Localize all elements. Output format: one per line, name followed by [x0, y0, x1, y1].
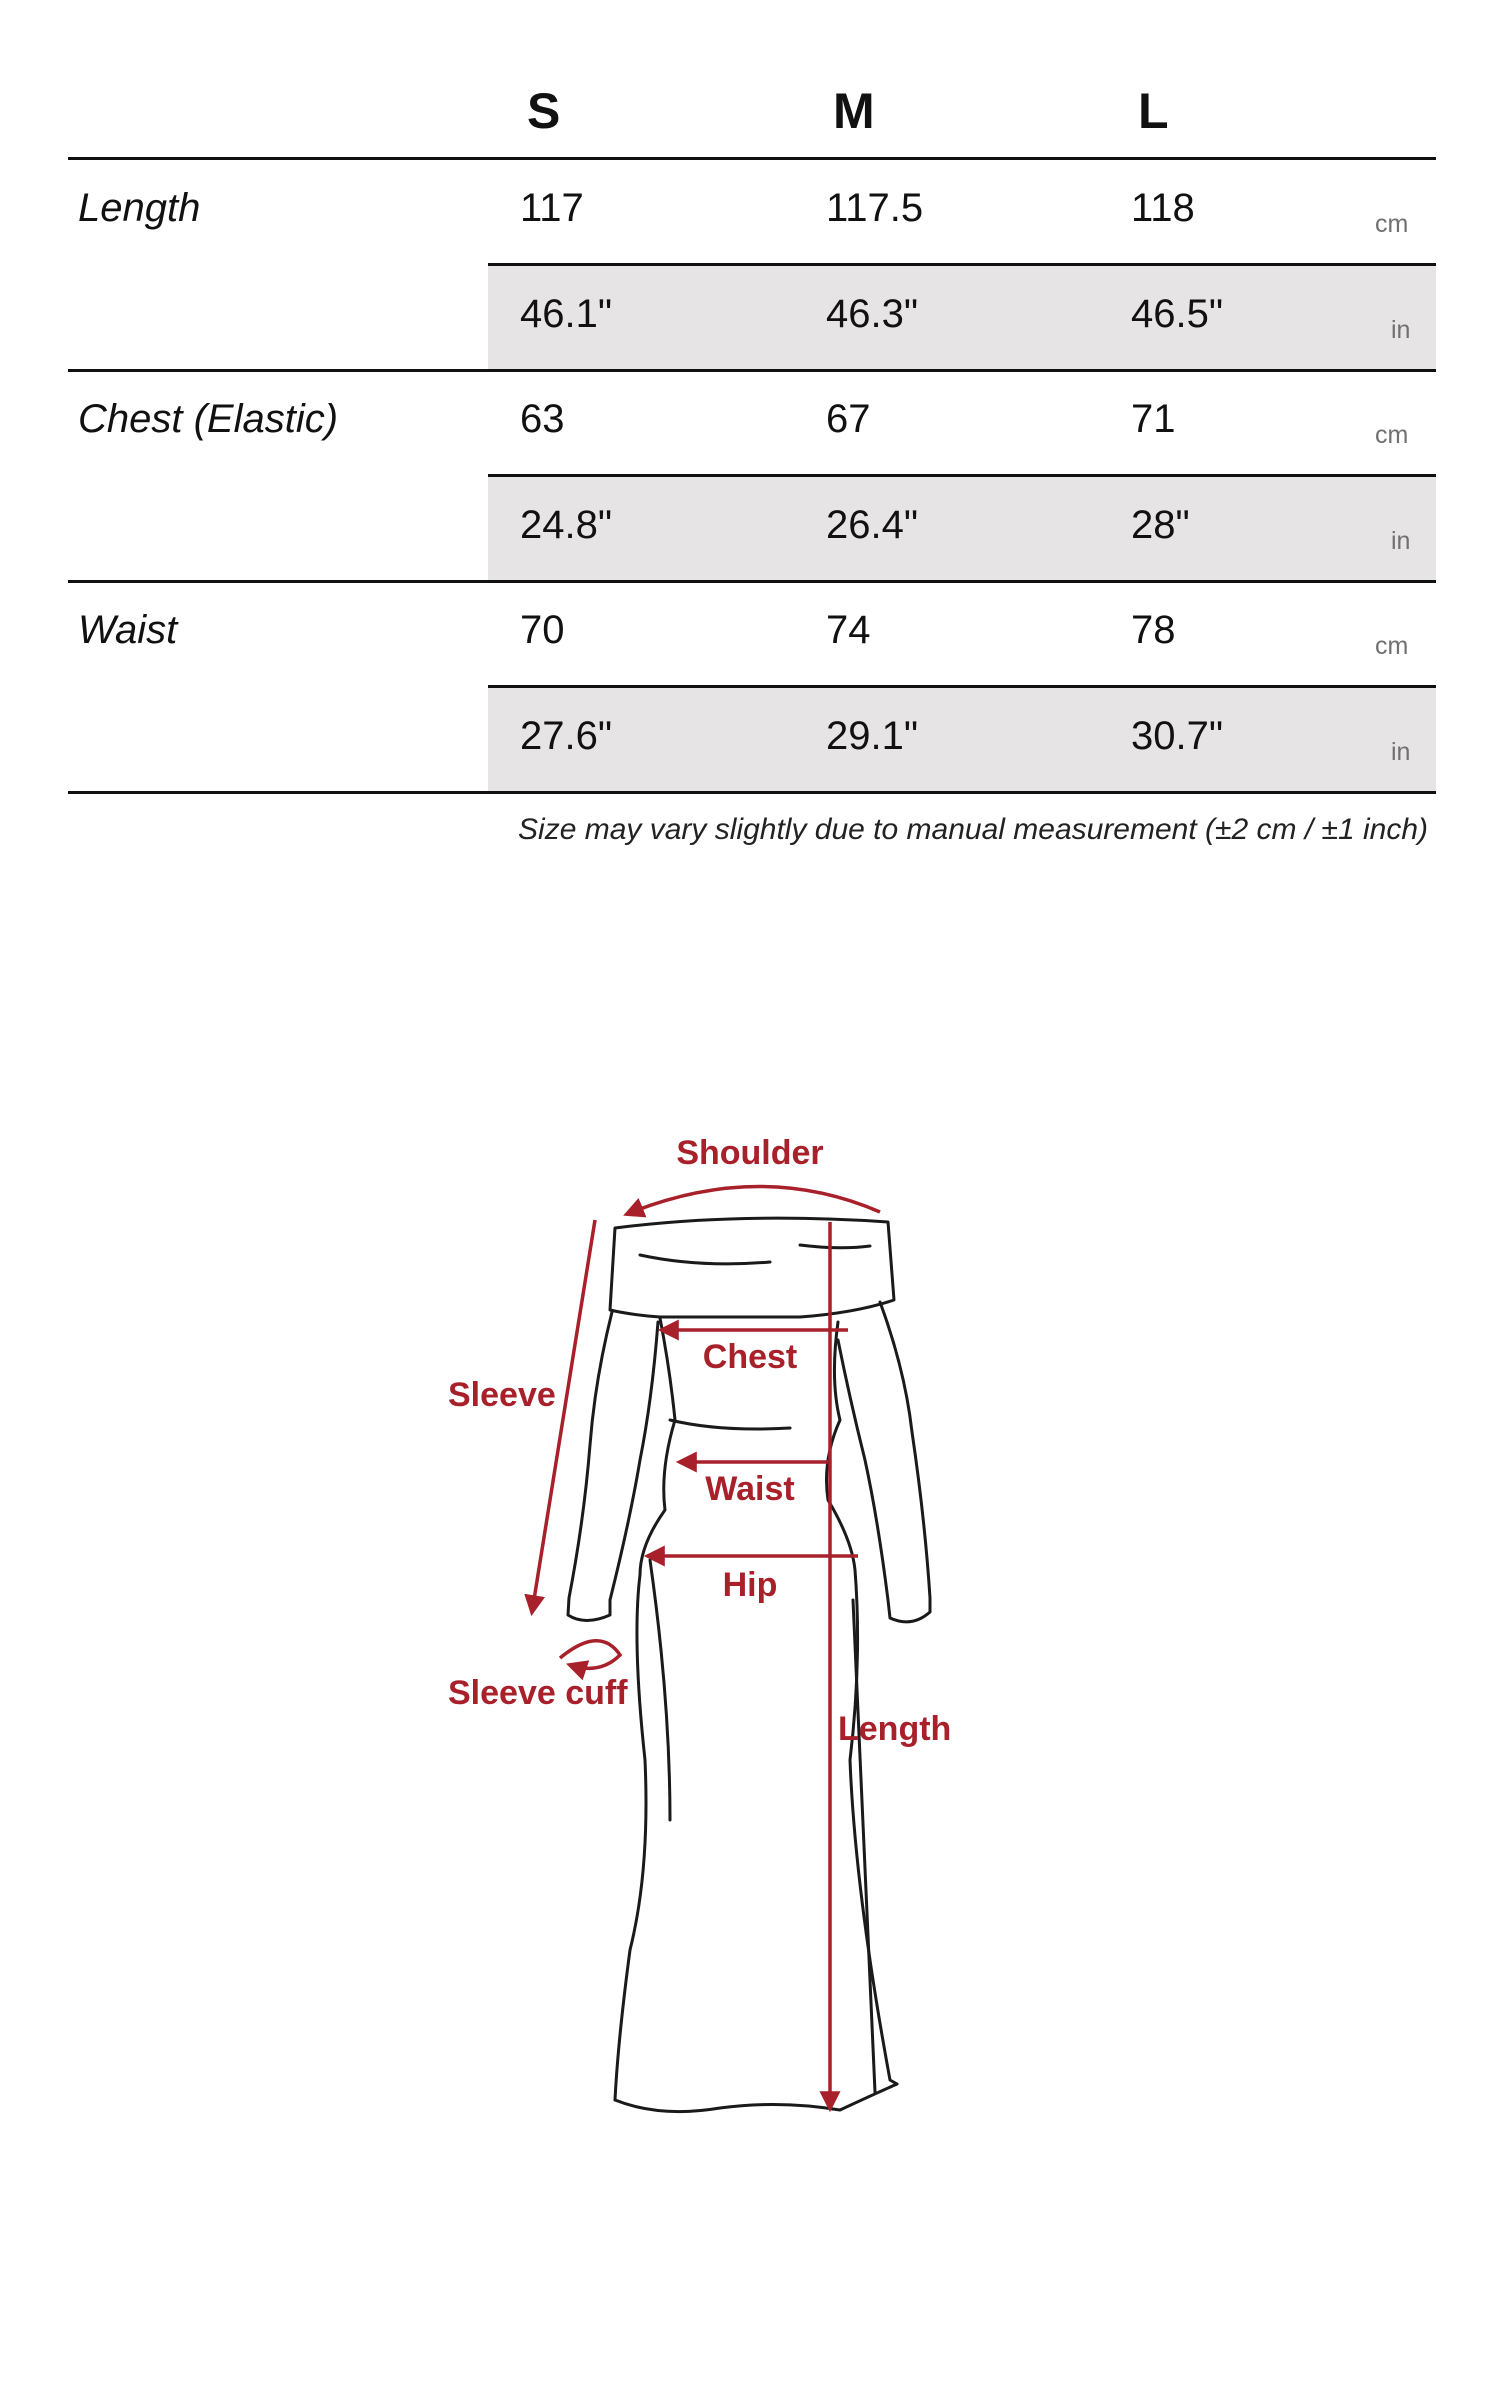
collar-fold-line [640, 1255, 770, 1264]
cell-length-m-cm: 117.5 [826, 186, 924, 230]
shoulder-arrow [627, 1186, 880, 1214]
cell-chest-s-cm: 63 [520, 397, 565, 441]
table-bottom-rule [68, 791, 1436, 794]
dress-body-right [827, 1322, 898, 2084]
cell-waist-m-in: 29.1" [826, 714, 919, 758]
cell-chest-m-cm: 67 [826, 397, 871, 441]
cell-chest-m-in: 26.4" [826, 503, 919, 547]
unit-cm: cm [1375, 421, 1409, 449]
cell-length-l-in: 46.5" [1131, 292, 1224, 336]
cell-length-l-cm: 118 [1131, 186, 1195, 230]
sleeve-arrow [532, 1220, 595, 1612]
row-label-chest: Chest (Elastic) [78, 397, 339, 441]
row-rule [68, 580, 1436, 583]
cell-length-s-cm: 117 [520, 186, 584, 230]
collar-band [610, 1218, 894, 1317]
inch-row-band [488, 477, 1436, 581]
measurement-note: Size may vary slightly due to manual measurement (±2 cm / ±1 inch) [518, 813, 1428, 846]
row-label-length: Length [78, 186, 201, 230]
inch-row-band [488, 266, 1436, 370]
cell-waist-l-in: 30.7" [1131, 714, 1224, 758]
sleeve-cuff-label: Sleeve cuff [448, 1674, 628, 1712]
cell-length-m-in: 46.3" [826, 292, 919, 336]
waist-label: Waist [705, 1470, 795, 1508]
measurement-arrows [532, 1186, 880, 2108]
row-rule [68, 369, 1436, 372]
size-header-m: M [833, 83, 875, 139]
size-chart-table [0, 0, 1500, 900]
fabric-fold [670, 1420, 790, 1429]
cell-length-s-in: 46.1" [520, 292, 613, 336]
cell-waist-m-cm: 74 [826, 608, 871, 652]
unit-in: in [1391, 527, 1411, 555]
row-label-waist: Waist [78, 608, 178, 652]
cell-waist-s-in: 27.6" [520, 714, 613, 758]
cell-chest-s-in: 24.8" [520, 503, 613, 547]
dress-hem [615, 2084, 897, 2112]
length-label: Length [838, 1710, 952, 1748]
cell-waist-l-cm: 78 [1131, 608, 1176, 652]
cell-chest-l-cm: 71 [1131, 397, 1176, 441]
sleeve-cuff-arrow [560, 1641, 620, 1669]
unit-in: in [1391, 316, 1411, 344]
size-header-l: L [1138, 83, 1169, 139]
header-rule [68, 157, 1436, 160]
left-sleeve [568, 1312, 658, 1621]
collar-fold-line [800, 1245, 870, 1248]
cell-waist-s-cm: 70 [520, 608, 565, 652]
dress-measurement-diagram [0, 1050, 1500, 2200]
inch-row-band [488, 688, 1436, 792]
fabric-fold [650, 1560, 670, 1820]
shoulder-label: Shoulder [676, 1134, 824, 1172]
unit-cm: cm [1375, 210, 1409, 238]
cell-chest-l-in: 28" [1131, 503, 1190, 547]
right-sleeve [838, 1302, 930, 1622]
size-header-s: S [527, 83, 561, 139]
unit-in: in [1391, 738, 1411, 766]
chest-label: Chest [702, 1338, 798, 1376]
sleeve-label: Sleeve [448, 1376, 556, 1414]
hip-label: Hip [722, 1566, 778, 1604]
unit-cm: cm [1375, 632, 1409, 660]
